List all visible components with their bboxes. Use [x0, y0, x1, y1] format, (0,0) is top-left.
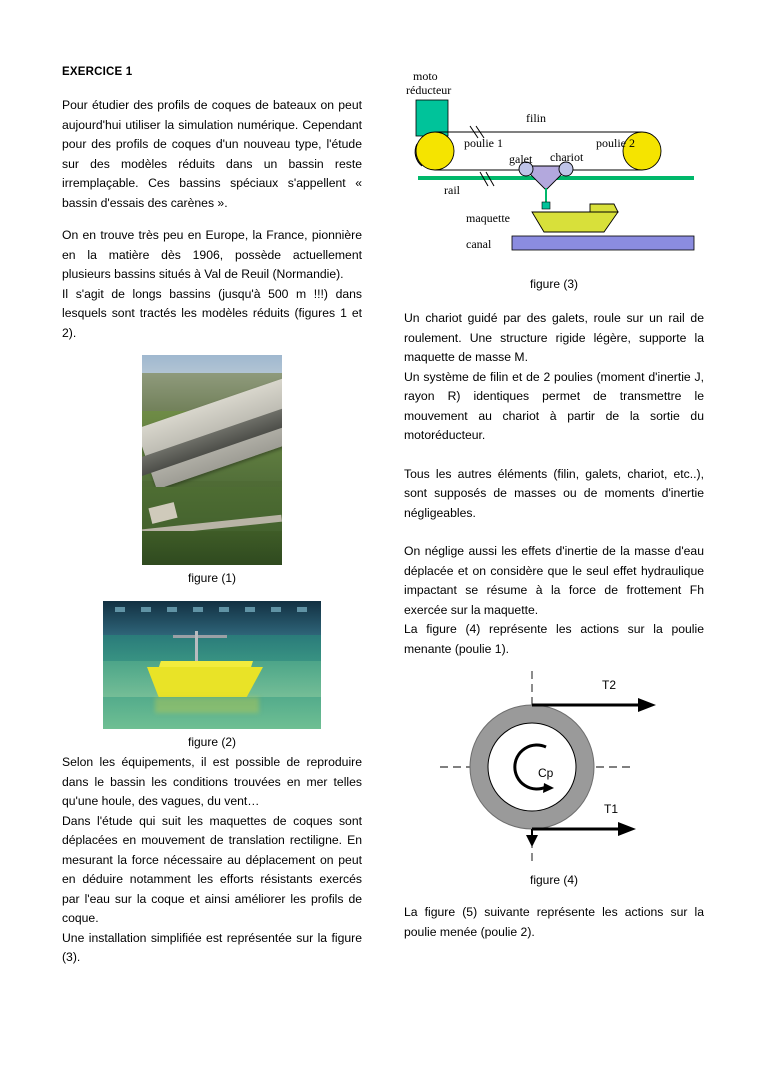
label-pulley-2: poulie 2 — [596, 136, 635, 150]
label-filin: filin — [526, 111, 546, 125]
label-motor-line1: moto — [413, 69, 438, 83]
maquette-cabin — [590, 204, 618, 212]
photo2-lights — [115, 607, 309, 612]
photo2-reflection — [155, 697, 259, 713]
paragraph-after-1: Selon les équipements, il est possible de reproduire dans le bassin les conditions trouvées en mer telles qu'une houle, des vagues, du vent… — [62, 755, 362, 808]
label-maquette: maquette — [466, 211, 510, 225]
figure-3-caption: figure (3) — [529, 277, 579, 291]
label-pulley-1: poulie 1 — [464, 136, 503, 150]
paragraph-intro-1: Pour étudier des profils de coques de bateaux on peut aujourd'hui utiliser la simulation numérique. Cependant pour des profils de coques d'un nouveau type, l'étude sur des modèles réduits dans un bassin reste irremplaçable. Ces bassins spéciaux s'appellent « bassin d'essais des carènes ». — [62, 98, 362, 210]
right-paragraph-4: On néglige aussi les effets d'inertie de la masse d'eau déplacée et on considère que le seul effet hydraulique impactant se résume à la force de frottement Fh exercée sur la maquette. — [404, 544, 704, 617]
stem-connector — [542, 202, 550, 209]
paragraph-intro-2: On en trouve très peu en Europe, la France, pionnière en la matière dès 1906, possède actuellement plusieurs bassins situés à Val de Reuil (Normandie). — [62, 228, 362, 281]
photo2-rig — [173, 635, 227, 638]
paragraph-intro-3: Il s'agit de longs bassins (jusqu'à 500 m !!!) dans lesquels sont tractés les modèles réduits (figures 1 et 2). — [62, 286, 362, 340]
force-t1-arrowhead — [618, 822, 636, 836]
exercise-title: EXERCICE 1 — [62, 66, 133, 78]
figure-1-photo — [142, 355, 282, 565]
right-column — [404, 66, 704, 942]
canal-band — [512, 236, 694, 250]
photo2-hull — [147, 667, 263, 697]
paragraph-after-2: Dans l'étude qui suit les maquettes de coques sont déplacées en mouvement de translation rectiligne. En mesurant la force nécessaire au déplacement on peut en déduire notamment les efforts résistants exercés par l'eau sur la coque et ainsi améliorer les profils de coque. — [62, 813, 362, 925]
label-t2: T2 — [602, 678, 617, 692]
maquette-hull — [532, 212, 618, 232]
right-paragraph-last: La figure (5) suivante représente les actions sur la poulie menée (poulie 2). — [404, 905, 704, 939]
label-rail: rail — [444, 183, 460, 197]
pulley-1-circle — [416, 132, 454, 170]
motor-block — [416, 100, 448, 136]
right-paragraph-3: Tous les autres éléments (filin, galets, chariot, etc..), sont supposés de masses ou de moments d'inertie négligeables. — [404, 466, 704, 520]
figure-2-photo — [103, 601, 321, 729]
figure-4-caption: figure (4) — [529, 873, 579, 887]
left-column — [62, 66, 362, 968]
right-paragraph-2: Un système de filin et de 2 poulies (moment d'inertie J, rayon R) identiques permet de transmettre le mouvement au chariot à partir de la sortie du motoréducteur. — [404, 369, 704, 442]
photo1-trees — [142, 531, 282, 565]
tick-bottom-arrowhead — [526, 835, 538, 847]
label-cp: Cp — [538, 766, 554, 780]
label-t1: T1 — [604, 802, 619, 816]
right-paragraph-1: Un chariot guidé par des galets, roule sur un rail de roulement. Une structure rigide légère, supporte la maquette de masse M. — [404, 311, 704, 364]
galet-right — [559, 162, 573, 176]
photo2-mast — [195, 631, 198, 665]
label-canal: canal — [466, 237, 492, 251]
paragraph-after-3: Une installation simplifiée est représentée sur la figure (3). — [62, 930, 362, 964]
force-t2-arrowhead — [638, 698, 656, 712]
figure-4-schematic — [404, 667, 704, 867]
figure-1-caption: figure (1) — [187, 571, 237, 585]
label-galet: galet — [509, 152, 533, 166]
label-motor-line2: réducteur — [406, 83, 452, 97]
figure-2-caption: figure (2) — [187, 735, 237, 749]
right-paragraph-5: La figure (4) représente les actions sur la poulie menante (poulie 1). — [404, 622, 704, 656]
label-chariot: chariot — [550, 150, 584, 164]
figure-3-schematic — [404, 66, 704, 271]
pulley-ring-inner — [488, 723, 576, 811]
